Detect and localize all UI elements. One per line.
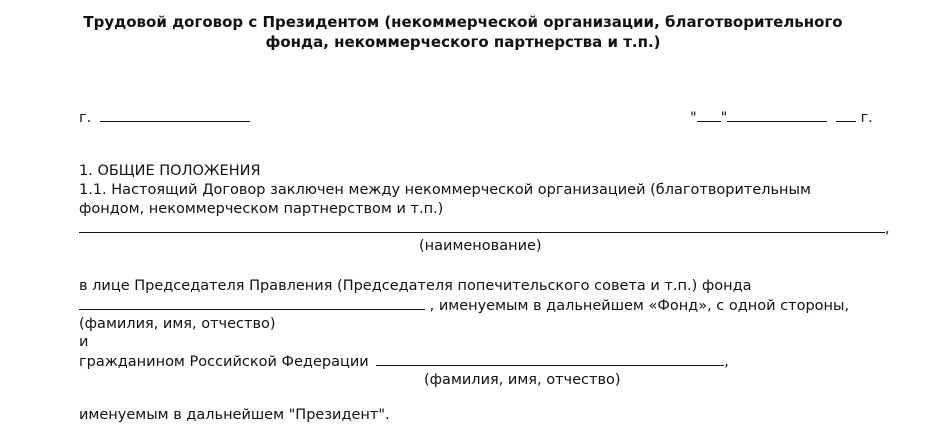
date-field	[690, 108, 873, 127]
document-title-line-2: фонда, некоммерческого партнерства и т.п.)	[265, 33, 661, 51]
section-heading: 1. ОБЩИЕ ПОЛОЖЕНИЯ	[79, 163, 261, 179]
clause-1-1-line-1: 1.1. Настоящий Договор заключен между некоммерческой организацией (благотворительным	[79, 182, 811, 198]
city-field	[79, 108, 250, 127]
citizen-text: гражданином Российской Федерации	[79, 354, 369, 370]
citizen-suffix: ,	[724, 354, 729, 370]
clause-1-1-line-2: фондом, некоммерческом партнерством и т.п.)	[79, 201, 444, 217]
and-word: и	[79, 334, 89, 350]
caption-president-fio: (фамилия, имя, отчество)	[424, 372, 621, 388]
chairman-field	[79, 296, 849, 315]
date-year-blank[interactable]	[836, 108, 856, 122]
caption-chairman-fio: (фамилия, имя, отчество)	[79, 316, 276, 332]
date-quote-open: "	[690, 110, 697, 126]
chairman-name-blank[interactable]	[79, 296, 425, 310]
date-quote-close: "	[720, 110, 728, 126]
document-title	[0, 12, 926, 52]
president-name-blank[interactable]	[376, 352, 724, 366]
date-year-suffix: г.	[860, 110, 873, 126]
organization-name-blank[interactable]	[79, 219, 885, 233]
city-prefix: г.	[79, 110, 92, 126]
date-month-blank[interactable]	[727, 108, 827, 122]
president-named-text: именуемым в дальнейшем "Президент".	[79, 407, 390, 423]
citizen-field	[79, 352, 729, 371]
organization-line-suffix: ,	[885, 221, 890, 237]
city-blank[interactable]	[100, 108, 250, 122]
fund-named-text: , именуемым в дальнейшем «Фонд», с одной стороны,	[429, 298, 850, 314]
document-title-line-1: Трудовой договор с Президентом (некоммерческой организации, благотворительного	[83, 13, 843, 31]
caption-organization-name: (наименование)	[419, 238, 542, 254]
date-day-blank[interactable]	[697, 108, 721, 122]
representative-line: в лице Председателя Правления (Председателя попечительского совета и т.п.) фонда	[79, 278, 752, 294]
organization-name-field	[79, 219, 890, 238]
